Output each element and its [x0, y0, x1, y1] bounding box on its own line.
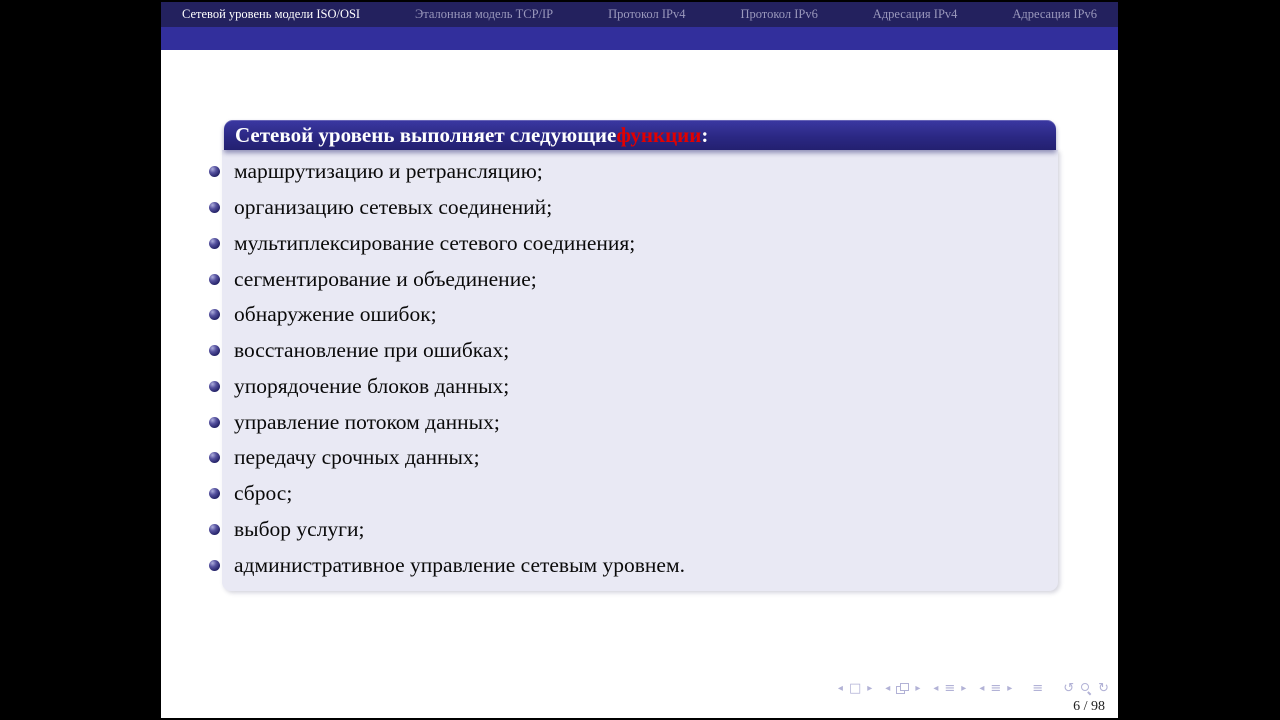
bullet-icon	[209, 166, 220, 177]
bullet-icon	[209, 488, 220, 499]
go-back-icon[interactable]: ↺	[1063, 681, 1075, 696]
list-item-label: сброс;	[234, 481, 293, 506]
prev-frameset-icon[interactable]: ◂	[885, 682, 891, 694]
subsection-bar	[161, 27, 1118, 50]
next-subsection-icon[interactable]: ▸	[1007, 682, 1013, 694]
list-item	[234, 333, 1058, 369]
block-title-colon: :	[701, 122, 709, 147]
list-item-label: управление потоком данных;	[234, 409, 500, 434]
frameset-icon[interactable]	[896, 683, 909, 694]
list-item-label: восстановление при ошибках;	[234, 338, 510, 363]
next-frameset-icon[interactable]: ▸	[915, 682, 921, 694]
prev-section-icon[interactable]: ◂	[933, 682, 939, 694]
list-item	[234, 226, 1058, 262]
list-item	[234, 261, 1058, 297]
navigation-symbols	[838, 682, 1109, 695]
navbar-item-osi-network-layer[interactable]: Сетевой уровень модели ISO/OSI	[182, 7, 361, 21]
frame-nav-group	[838, 682, 872, 695]
prev-subsection-icon[interactable]: ◂	[979, 682, 985, 694]
function-list	[222, 150, 1058, 583]
list-item-label: административное управление сетевым уровнем.	[234, 552, 685, 577]
list-item	[234, 190, 1058, 226]
block-body	[222, 150, 1058, 591]
list-item	[234, 297, 1058, 333]
frame-icon[interactable]: □	[848, 681, 862, 696]
list-item-label: сегментирование и объединение;	[234, 266, 537, 291]
list-item	[234, 547, 1058, 583]
navbar-item-ipv6-protocol[interactable]: Протокол IPv6	[740, 7, 818, 21]
list-item-label: упорядочение блоков данных;	[234, 373, 510, 398]
list-item	[234, 512, 1058, 548]
section-nav-group	[933, 682, 966, 695]
appendix-icon[interactable]: ≡	[1032, 681, 1044, 696]
list-item-label: выбор услуги;	[234, 516, 365, 541]
list-item	[234, 369, 1058, 405]
list-item-label: организацию сетевых соединений;	[234, 195, 553, 220]
page-indicator: 6 / 98	[1073, 699, 1105, 714]
block-title	[224, 120, 1056, 150]
list-item-label: обнаружение ошибок;	[234, 302, 437, 327]
next-frame-icon[interactable]: ▸	[867, 682, 873, 694]
section-navbar	[161, 2, 1118, 27]
navbar-item-ipv6-addressing[interactable]: Адресация IPv6	[1012, 7, 1097, 21]
list-item	[234, 476, 1058, 512]
frameset-nav-group	[885, 683, 920, 694]
bullet-icon	[209, 345, 220, 356]
bullet-icon	[209, 452, 220, 463]
next-section-icon[interactable]: ▸	[961, 682, 967, 694]
bullet-icon	[209, 524, 220, 535]
list-item-label: мультиплексирование сетевого соединения;	[234, 230, 636, 255]
search-icon[interactable]	[1080, 683, 1092, 695]
presentation-slide	[161, 2, 1118, 718]
bullet-icon	[209, 560, 220, 571]
section-icon[interactable]: ≡	[944, 681, 956, 696]
navbar-item-ipv4-protocol[interactable]: Протокол IPv4	[608, 7, 686, 21]
bullet-icon	[209, 274, 220, 285]
navbar-item-ipv4-addressing[interactable]: Адресация IPv4	[872, 7, 958, 21]
history-nav-group	[1063, 682, 1109, 695]
bullet-icon	[209, 202, 220, 213]
go-forward-icon[interactable]: ↻	[1098, 681, 1109, 696]
prev-frame-icon[interactable]: ◂	[837, 682, 843, 694]
navbar-item-tcpip-model[interactable]: Эталонная модель TCP/IP	[415, 7, 554, 21]
bullet-icon	[209, 381, 220, 392]
list-item	[234, 404, 1058, 440]
list-item	[234, 154, 1058, 190]
list-item-label: маршрутизацию и ретрансляцию;	[234, 159, 543, 184]
subsection-nav-group	[979, 682, 1012, 695]
list-item	[234, 440, 1058, 476]
bullet-icon	[209, 417, 220, 428]
block-title-highlight: функции	[616, 122, 702, 147]
bullet-icon	[209, 309, 220, 320]
list-item-label: передачу срочных данных;	[234, 445, 480, 470]
bullet-icon	[209, 238, 220, 249]
subsection-icon[interactable]: ≡	[990, 681, 1002, 696]
block-title-text: Сетевой уровень выполняет следующие	[235, 122, 617, 147]
